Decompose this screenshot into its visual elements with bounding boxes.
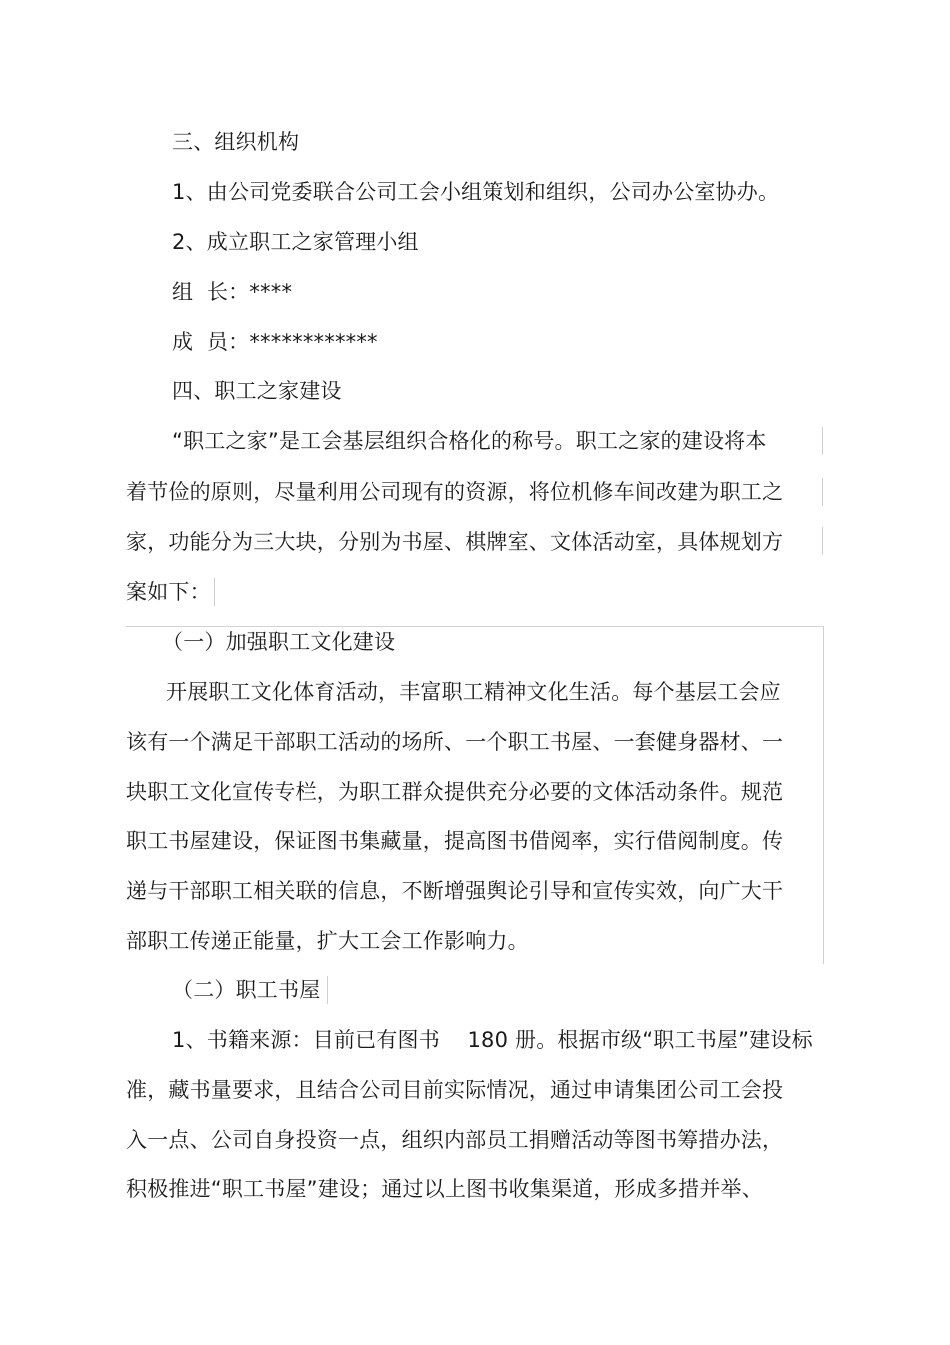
subsection-2-line-4: 积极推进“职工书屋”建设；通过以上图书收集渠道，形成多措并举、 [126,1177,763,1201]
section-4-intro-line-1: “职工之家”是工会基层组织合格化的称号。职工之家的建设将本 [172,429,767,453]
subsection-1-line-3: 块职工文化宣传专栏，为职工群众提供充分必要的文体活动条件。规范 [126,780,784,804]
section-4-intro-line-3: 家，功能分为三大块，分别为书屋、棋牌室、文体活动室，具体规划方 [126,530,784,554]
section-3-item-1: 1、由公司党委联合公司工会小组策划和组织，公司办公室协办。 [172,180,780,204]
right-rule-intro-2 [822,478,823,506]
right-rule-intro-4 [214,578,215,606]
subsection-1-line-2: 该有一个满足干部职工活动的场所、一个职工书屋、一套健身器材、一 [126,730,784,754]
box-right-rule [823,626,824,964]
right-rule-intro [822,427,823,455]
section-3-item-2: 2、成立职工之家管理小组 [172,230,419,254]
members-line: 成 员：************ [172,330,378,354]
subsection-1-line-5: 递与干部职工相关联的信息，不断增强舆论引导和宣传实效，向广大干 [126,879,784,903]
subsection-2-heading: （二）职工书屋 [172,978,321,1002]
heading-2-rule [327,976,328,1004]
subsection-1-heading: （一）加强职工文化建设 [162,630,396,654]
right-rule-intro-3 [822,527,823,555]
subsection-1-line-6: 部职工传递正能量，扩大工会工作影响力。 [126,929,529,953]
section-4-heading: 四、职工之家建设 [172,379,342,403]
subsection-2-line-2: 准，藏书量要求，且结合公司目前实际情况，通过申请集团公司工会投 [126,1078,784,1102]
section-3-heading: 三、组织机构 [172,130,300,154]
section-4-intro-line-4: 案如下： [126,580,211,604]
section-4-intro-line-2: 着节俭的原则，尽量利用公司现有的资源，将位机修车间改建为职工之 [126,480,784,504]
subsection-2-line-1: 1、书籍来源：目前已有图书 180 册。根据市级“职工书屋”建设标 [172,1028,813,1052]
leader-line: 组 长：**** [172,280,293,304]
subsection-2-line-3: 入一点、公司自身投资一点，组织内部员工捐赠活动等图书筹措办法， [126,1128,784,1152]
subsection-1-line-1: 开展职工文化体育活动，丰富职工精神文化生活。每个基层工会应 [166,680,781,704]
subsection-1-line-4: 职工书屋建设，保证图书集藏量，提高图书借阅率，实行借阅制度。传 [126,829,784,853]
